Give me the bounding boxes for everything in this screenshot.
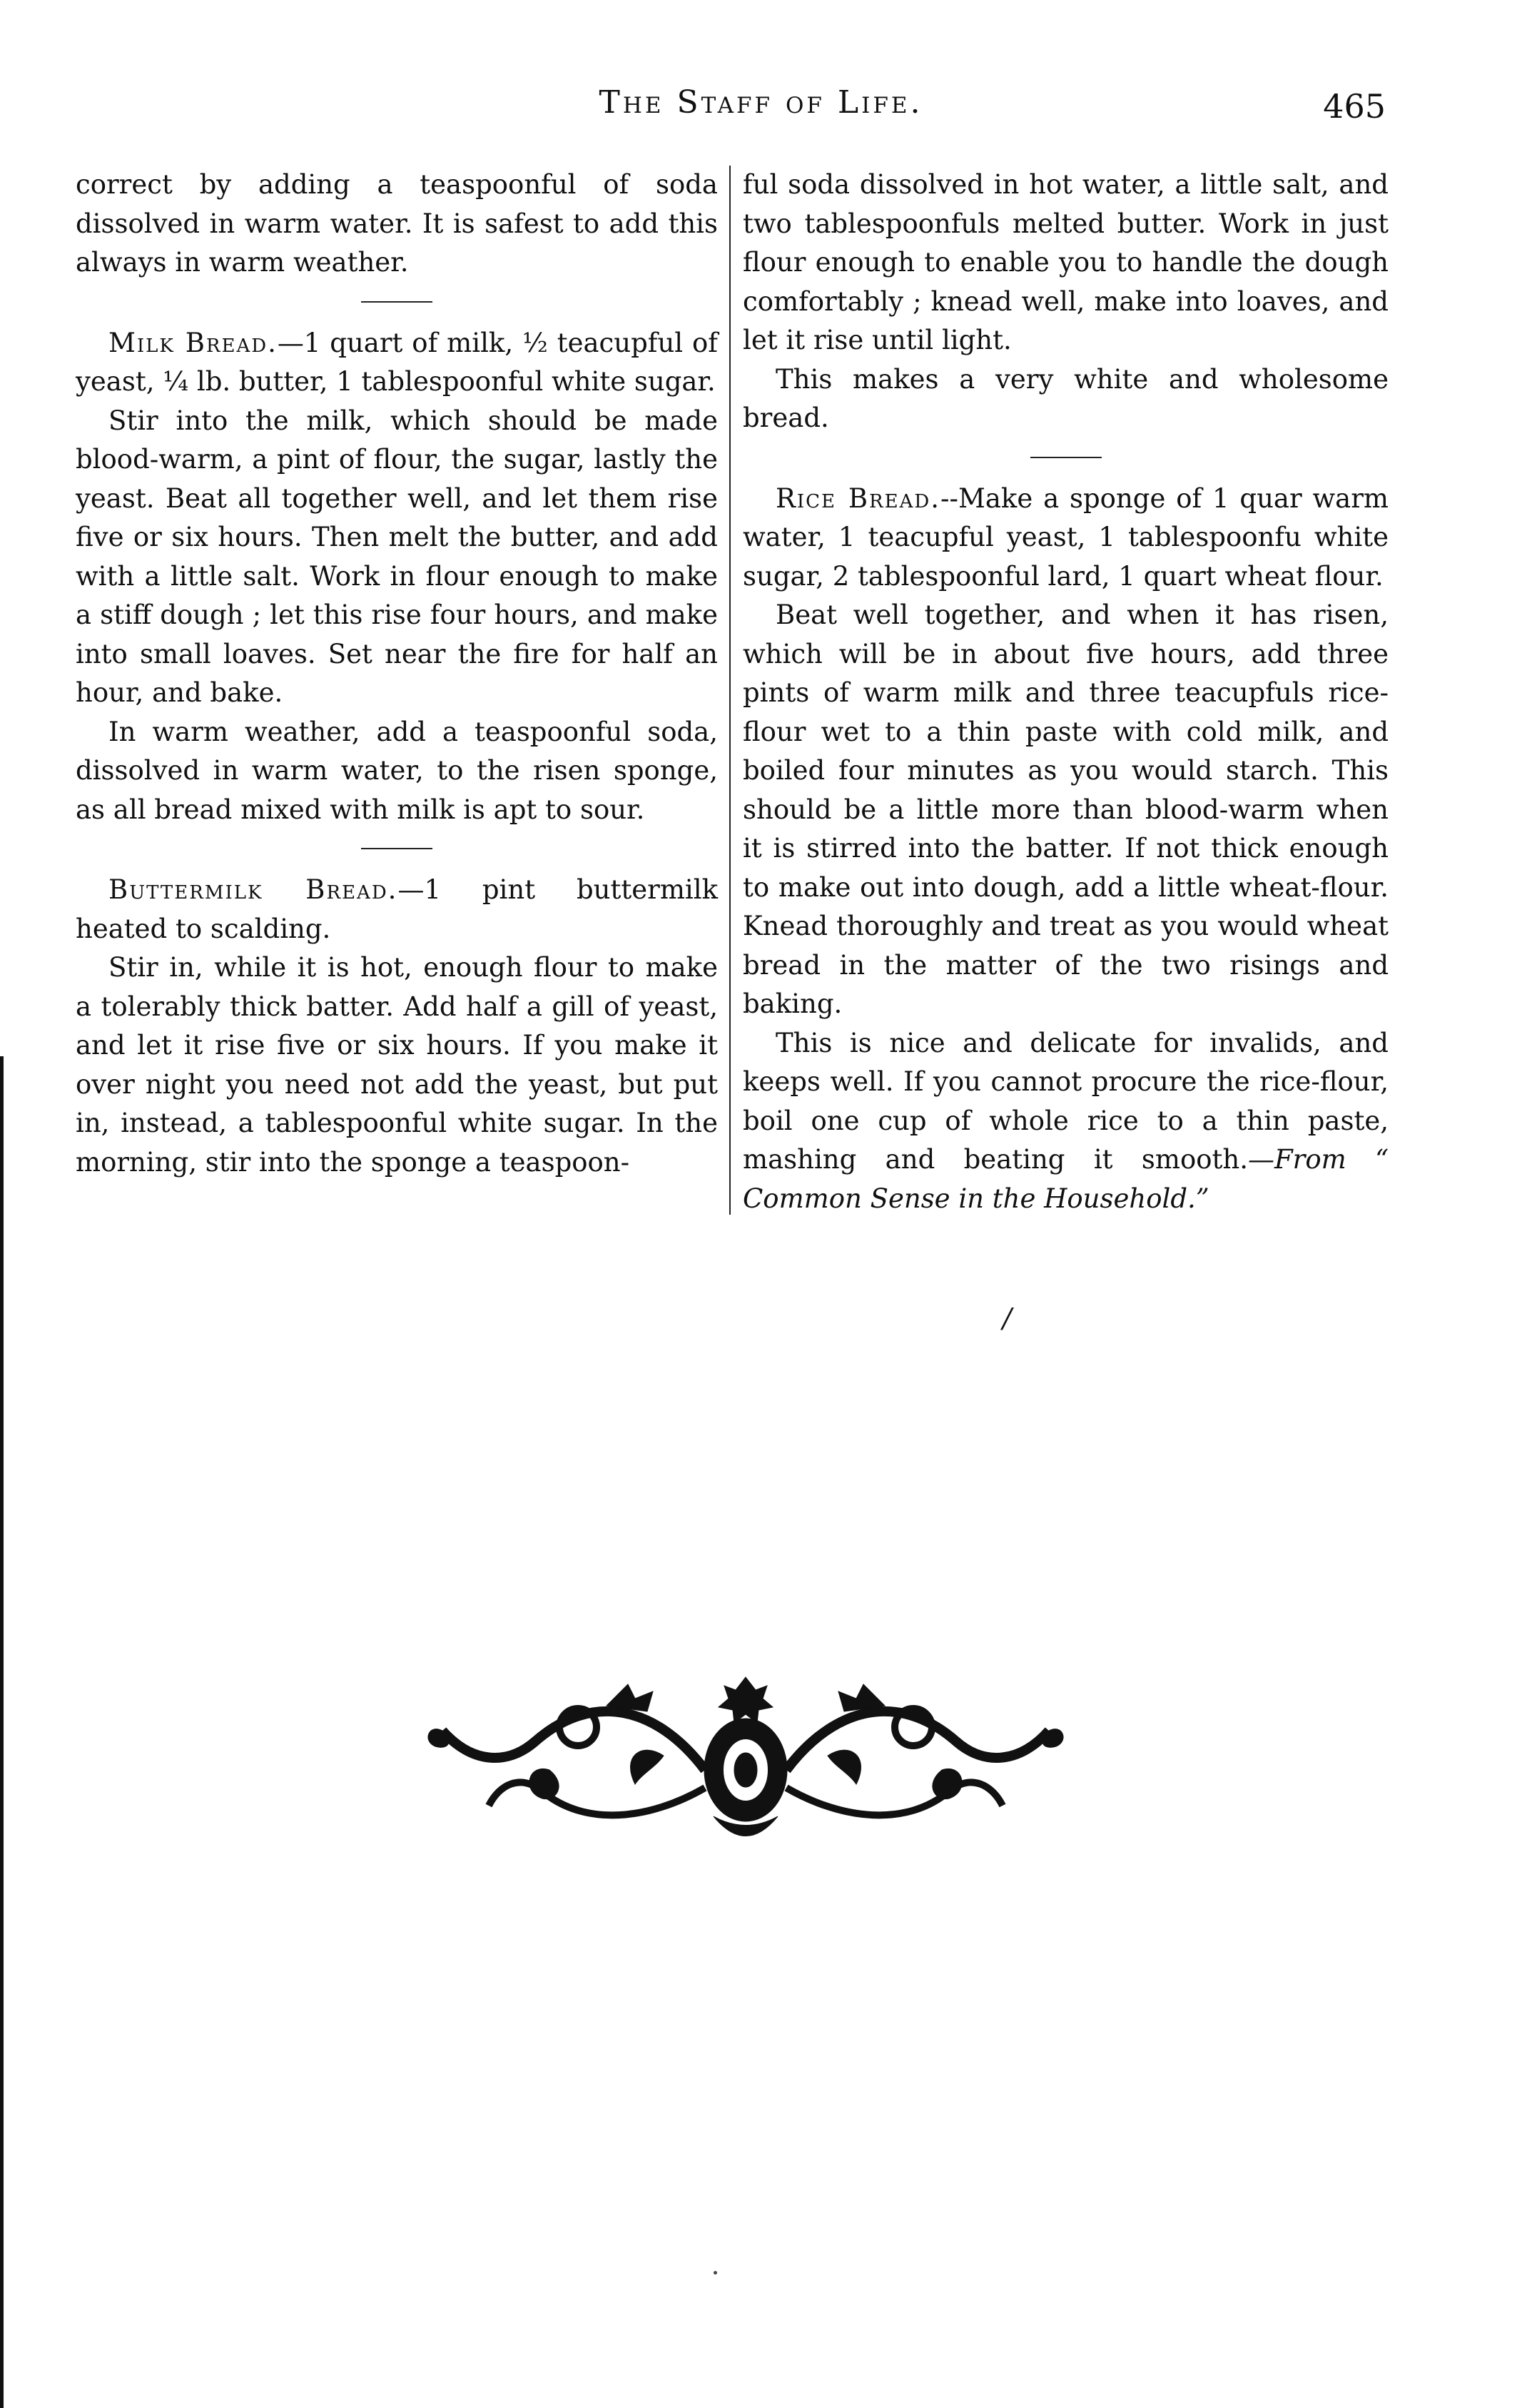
paragraph-text: Stir into the milk, which should be made blood-warm, a pint of flour, the sugar, lastly the yeast. Beat all together well, and let them rise five or six hours. Then melt the butter, and add with a little salt. Work in flour enough to make a stiff dough ; let this rise four hours, and make into small loaves. Set near the fire for half an hour, and bake. bbox=[76, 405, 718, 708]
body-paragraph bbox=[743, 360, 1389, 438]
page-number: 465 bbox=[1323, 87, 1386, 126]
page-title: The Staff of Life. bbox=[599, 84, 923, 121]
recipe-title: Rice Bread. bbox=[776, 482, 940, 514]
section-separator bbox=[361, 301, 432, 303]
recipe-heading-paragraph bbox=[76, 324, 718, 402]
body-paragraph bbox=[743, 1024, 1389, 1219]
body-paragraph bbox=[743, 166, 1389, 360]
source-citation: —From “ Common Sense in the Household.” bbox=[743, 1144, 1389, 1214]
paragraph-text: correct by adding a teaspoonful of soda dissolved in warm water. It is safest to add this always in warm weather. bbox=[76, 169, 718, 278]
body-paragraph bbox=[76, 402, 718, 713]
paragraph-text: In warm weather, add a teaspoonful soda, dissolved in warm water, to the risen sponge, as all bread mixed with milk is apt to sour. bbox=[76, 716, 718, 825]
body-paragraph bbox=[76, 166, 718, 283]
left-column bbox=[76, 166, 718, 1182]
recipe-title: Milk Bread. bbox=[108, 327, 278, 358]
section-separator bbox=[361, 848, 432, 849]
body-paragraph bbox=[76, 948, 718, 1182]
right-column bbox=[743, 166, 1389, 1218]
recipe-heading-paragraph bbox=[76, 871, 718, 948]
section-separator bbox=[1030, 457, 1102, 458]
paragraph-text: This makes a very white and wholesome bread. bbox=[743, 363, 1389, 433]
recipe-ingredients: --Make a sponge of 1 quar warm water, 1 teacupful yeast, 1 tablespoonfu white sugar, 2 tablespoonful lard, 1 quart wheat flour. bbox=[743, 482, 1389, 592]
floral-scroll-ornament-icon bbox=[421, 1663, 1070, 1856]
body-paragraph bbox=[743, 596, 1389, 1024]
paragraph-text: Beat well together, and when it has risen, which will be in about five hours, add three pints of warm milk and three teacupfuls rice-flour wet to a thin paste with cold milk, and boiled four minutes as you would starch. This should be a little more than blood-warm when it is stirred into the batter. If not thick enough to make out into dough, add a little wheat-flour. Knead thoroughly and treat as you would wheat bread in the matter of the two risings and baking. bbox=[743, 600, 1389, 1019]
paragraph-text: ful soda dissolved in hot water, a little salt, and two tablespoonfuls melted butter. Work in just flour enough to enable you to handle the dough comfortably ; knead well, make into loaves, and let it rise until light. bbox=[743, 169, 1389, 355]
paragraph-text: This is nice and delicate for invalids, and keeps well. If you cannot procure the rice-flour, boil one cup of whole rice to a thin paste, mashing and beating it smooth. bbox=[743, 1027, 1389, 1175]
column-divider bbox=[729, 166, 731, 1215]
recipe-ingredients: —1 pint buttermilk heated to scalding. bbox=[76, 874, 718, 944]
stray-dot bbox=[714, 2271, 717, 2275]
paragraph-text: Stir in, while it is hot, enough flour to make a tolerably thick batter. Add half a gill of yeast, and let it rise five or six hours. If you make it over night you need not add the yeast, but put in, instead, a tablespoonful white sugar. In the morning, stir into the sponge a teaspoon- bbox=[76, 952, 718, 1178]
recipe-title: Buttermilk Bread. bbox=[108, 874, 398, 905]
recipe-heading-paragraph bbox=[743, 480, 1389, 597]
stray-mark: / bbox=[1003, 1302, 1012, 1334]
recipe-ingredients: —1 quart of milk, ½ teacupful of yeast, ¼ lb. butter, 1 tablespoonful white sugar. bbox=[76, 327, 718, 397]
body-paragraph bbox=[76, 713, 718, 830]
page-edge-bar bbox=[0, 1056, 4, 2408]
